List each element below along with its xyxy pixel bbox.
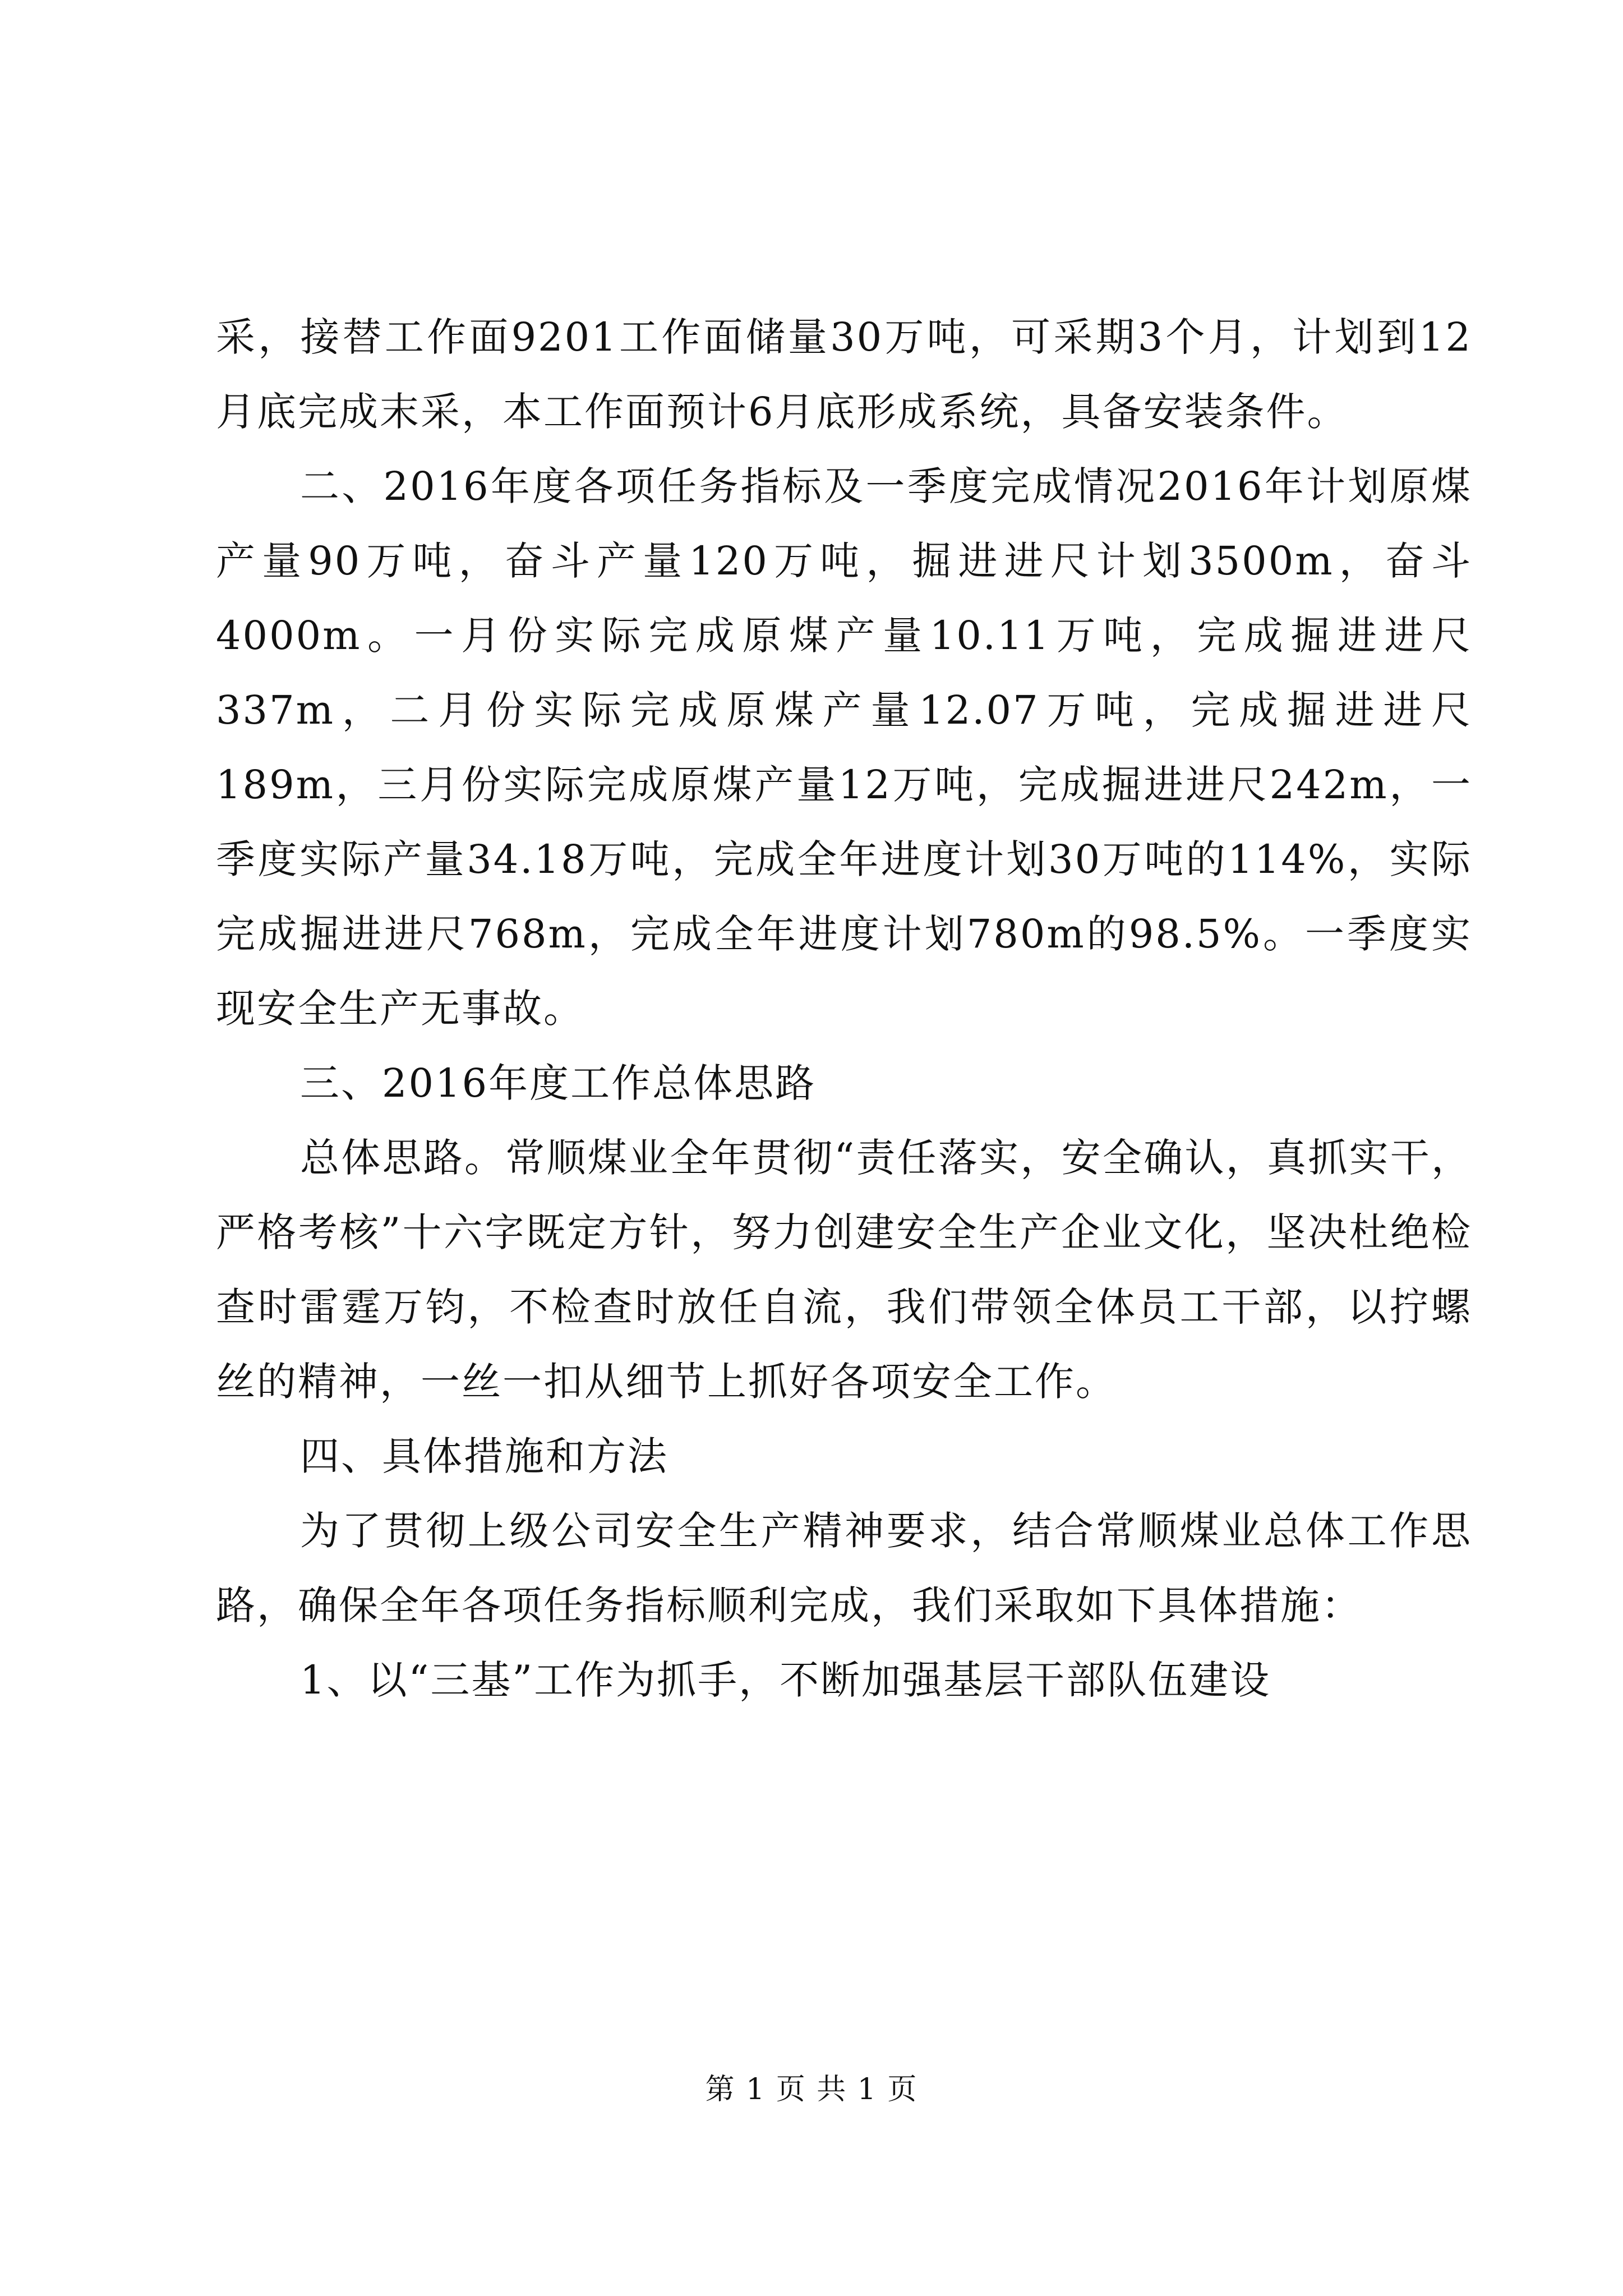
heading-section-four: 四、具体措施和方法	[300, 1433, 668, 1479]
heading-section-three: 三、2016年度工作总体思路	[300, 1060, 817, 1106]
paragraph-continuation: 采，接替工作面9201工作面储量30万吨，可采期3个月，计划到12月底完成末采，本工作面预计6月底形成系统，具备安装条件。	[216, 314, 1472, 435]
paragraph-measures-intro: 为了贯彻上级公司安全生产精神要求，结合常顺煤业总体工作思路，确保全年各项任务指标顺利完成，我们采取如下具体措施：	[216, 1508, 1472, 1628]
document-body	[216, 300, 1472, 1718]
paragraph-overall-approach: 总体思路。常顺煤业全年贯彻“责任落实，安全确认，真抓实干，严格考核”十六字既定方针，努力创建安全生产企业文化，坚决杜绝检查时雷霆万钧，不检查时放任自流，我们带领全体员工干部，以拧螺丝的精神，一丝一扣从细节上抓好各项安全工作。	[216, 1135, 1472, 1405]
page-footer: 第 1 页 共 1 页	[705, 2073, 918, 2106]
list-item-measure-one: 1、以“三基”工作为抓手，不断加强基层干部队伍建设	[300, 1657, 1271, 1703]
paragraph-section-two: 二、2016年度各项任务指标及一季度完成情况2016年计划原煤产量90万吨，奋斗产量120万吨，掘进进尺计划3500m，奋斗4000m。一月份实际完成原煤产量10.11万吨，完成掘进进尺337m，二月份实际完成原煤产量12.07万吨，完成掘进进尺189m，三月份实际完成原煤产量12万吨，完成掘进进尺242m，一季度实际产量34.18万吨，完成全年进度计划30万吨的114%，实际完成掘进进尺768m，完成全年进度计划780m的98.5%。一季度实现安全生产无事故。	[216, 463, 1472, 1032]
